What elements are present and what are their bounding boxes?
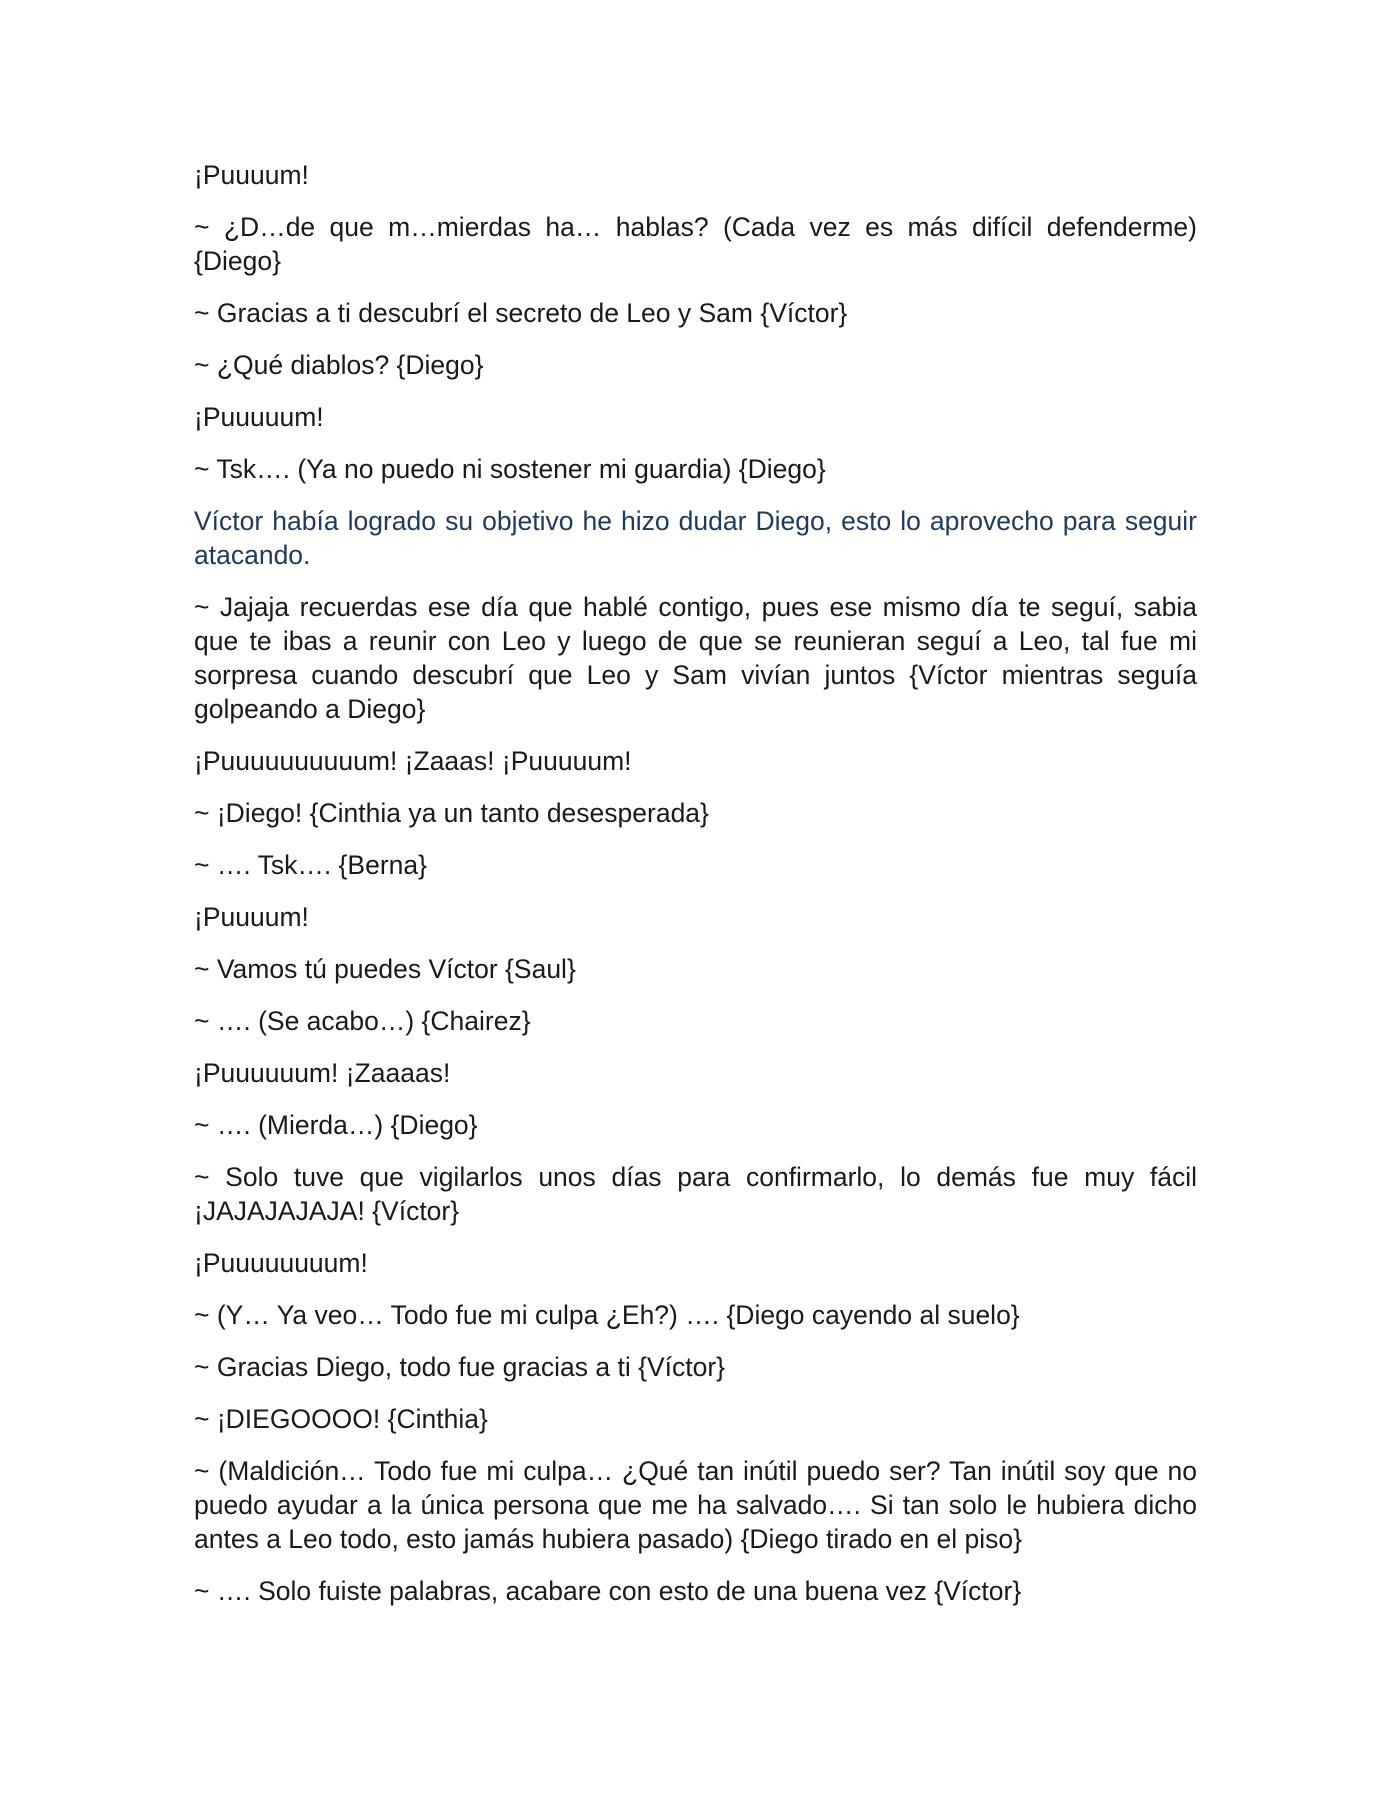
dialogue-line: ~ Jajaja recuerdas ese día que hablé contigo, pues ese mismo día te seguí, sabia que te ibas a reunir con Leo y luego de que se reunieran seguí a Leo, tal fue mi sorpresa cuando descubrí que Leo y Sam vivían juntos {Víctor mientras seguía golpeando a Diego} (194, 592, 1197, 724)
dialogue-line: ~ (Y… Ya veo… Todo fue mi culpa ¿Eh?) …. {Diego cayendo al suelo} (194, 1300, 1020, 1330)
dialogue-line: ~ ¡DIEGOOOO! {Cinthia} (194, 1404, 488, 1434)
dialogue-line: ~ ¿D…de que m…mierdas ha… hablas? (Cada vez es más difícil defenderme) {Diego} (194, 212, 1197, 276)
document-body (194, 158, 1197, 1626)
dialogue-line: ~ Gracias a ti descubrí el secreto de Leo y Sam {Víctor} (194, 298, 848, 328)
sfx-line: ¡Puuuuum! (194, 402, 324, 432)
dialogue-line: ~ …. (Se acabo…) {Chairez} (194, 1006, 531, 1036)
dialogue-line: ~ Solo tuve que vigilarlos unos días para confirmarlo, lo demás fue muy fácil ¡JAJAJAJAJA! {Víctor} (194, 1162, 1197, 1226)
dialogue-line: ~ (Maldición… Todo fue mi culpa… ¿Qué tan inútil puedo ser? Tan inútil soy que no puedo ayudar a la única persona que me ha salvado…. Si tan solo le hubiera dicho antes a Leo todo, esto jamás hubiera pasado) {Diego tirado en el piso} (194, 1456, 1197, 1554)
sfx-line: ¡Puuuuuuuum! (194, 1248, 368, 1278)
sfx-line: ¡Puuuuuuuuuum! ¡Zaaas! ¡Puuuuum! (194, 746, 632, 776)
dialogue-line: ~ Gracias Diego, todo fue gracias a ti {Víctor} (194, 1352, 726, 1382)
sfx-line: ¡Puuuum! (194, 902, 309, 932)
dialogue-line: ~ ¡Diego! {Cinthia ya un tanto desesperada} (194, 798, 709, 828)
sfx-line: ¡Puuuuuum! ¡Zaaaas! (194, 1058, 451, 1088)
narration-paragraph: Víctor había logrado su objetivo he hizo dudar Diego, esto lo aprovecho para seguir atacando. (194, 506, 1197, 570)
dialogue-line: ~ …. Solo fuiste palabras, acabare con esto de una buena vez {Víctor} (194, 1576, 1022, 1606)
dialogue-line: ~ …. Tsk…. {Berna} (194, 850, 427, 880)
dialogue-line: ~ …. (Mierda…) {Diego} (194, 1110, 478, 1140)
sfx-line: ¡Puuuum! (194, 160, 309, 190)
dialogue-line: ~ ¿Qué diablos? {Diego} (194, 350, 484, 380)
dialogue-line: ~ Tsk…. (Ya no puedo ni sostener mi guardia) {Diego} (194, 454, 826, 484)
dialogue-line: ~ Vamos tú puedes Víctor {Saul} (194, 954, 576, 984)
